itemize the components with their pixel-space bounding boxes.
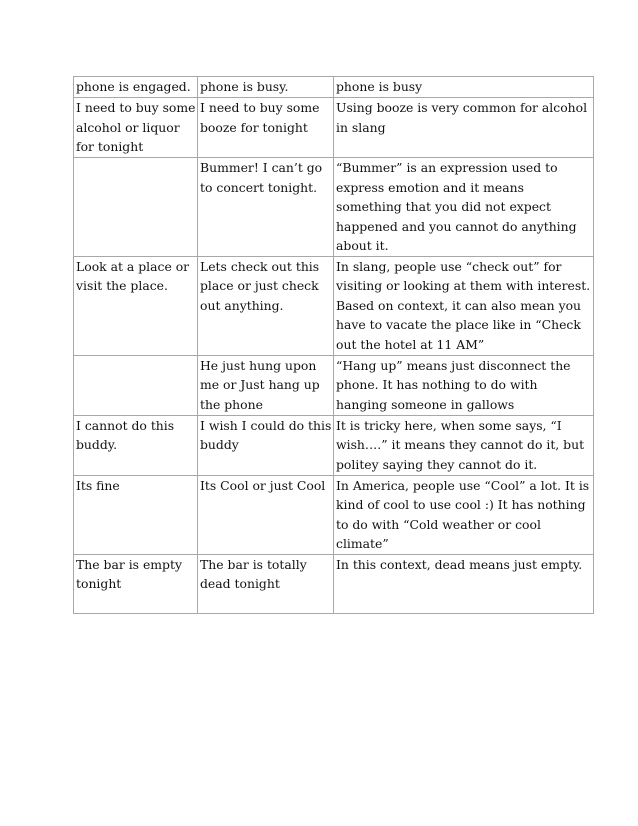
standard-cell — [74, 158, 198, 257]
slang-cell: Its Cool or just Cool — [198, 475, 334, 554]
table-row — [74, 77, 594, 98]
standard-cell: The bar is empty tonight — [74, 554, 198, 613]
standard-cell: I need to buy some alcohol or liquor for tonight — [74, 98, 198, 158]
table-row — [74, 415, 594, 475]
standard-cell — [74, 355, 198, 415]
table-row — [74, 158, 594, 257]
explanation-cell: It is tricky here, when some says, “I wish….” it means they cannot do it, but politey saying they cannot do it. — [334, 415, 594, 475]
explanation-cell: In America, people use “Cool” a lot. It is kind of cool to use cool :) It has nothing to do with “Cold weather or cool climate” — [334, 475, 594, 554]
slang-cell: I need to buy some booze for tonight — [198, 98, 334, 158]
explanation-cell: Using booze is very common for alcohol in slang — [334, 98, 594, 158]
table-row — [74, 98, 594, 158]
slang-cell: I wish I could do this buddy — [198, 415, 334, 475]
slang-cell: Bummer! I can’t go to concert tonight. — [198, 158, 334, 257]
slang-cell: He just hung upon me or Just hang up the phone — [198, 355, 334, 415]
slang-cell: The bar is totally dead tonight — [198, 554, 334, 613]
table-row — [74, 256, 594, 355]
table-row — [74, 355, 594, 415]
table-row — [74, 475, 594, 554]
explanation-cell: “Hang up” means just disconnect the phone. It has nothing to do with hanging someone in gallows — [334, 355, 594, 415]
slang-table — [73, 76, 594, 614]
explanation-cell: “Bummer” is an expression used to express emotion and it means something that you did not expect happened and you cannot do anything about it. — [334, 158, 594, 257]
explanation-cell: In this context, dead means just empty. — [334, 554, 594, 613]
explanation-cell: In slang, people use “check out” for visiting or looking at them with interest. Based on context, it can also mean you have to vacate the place like in “Check out the hotel at 11 AM” — [334, 256, 594, 355]
table-row — [74, 554, 594, 613]
standard-cell: I cannot do this buddy. — [74, 415, 198, 475]
standard-cell: Its fine — [74, 475, 198, 554]
standard-cell: phone is engaged. — [74, 77, 198, 98]
slang-cell: Lets check out this place or just check out anything. — [198, 256, 334, 355]
slang-cell: phone is busy. — [198, 77, 334, 98]
explanation-cell: phone is busy — [334, 77, 594, 98]
standard-cell: Look at a place or visit the place. — [74, 256, 198, 355]
